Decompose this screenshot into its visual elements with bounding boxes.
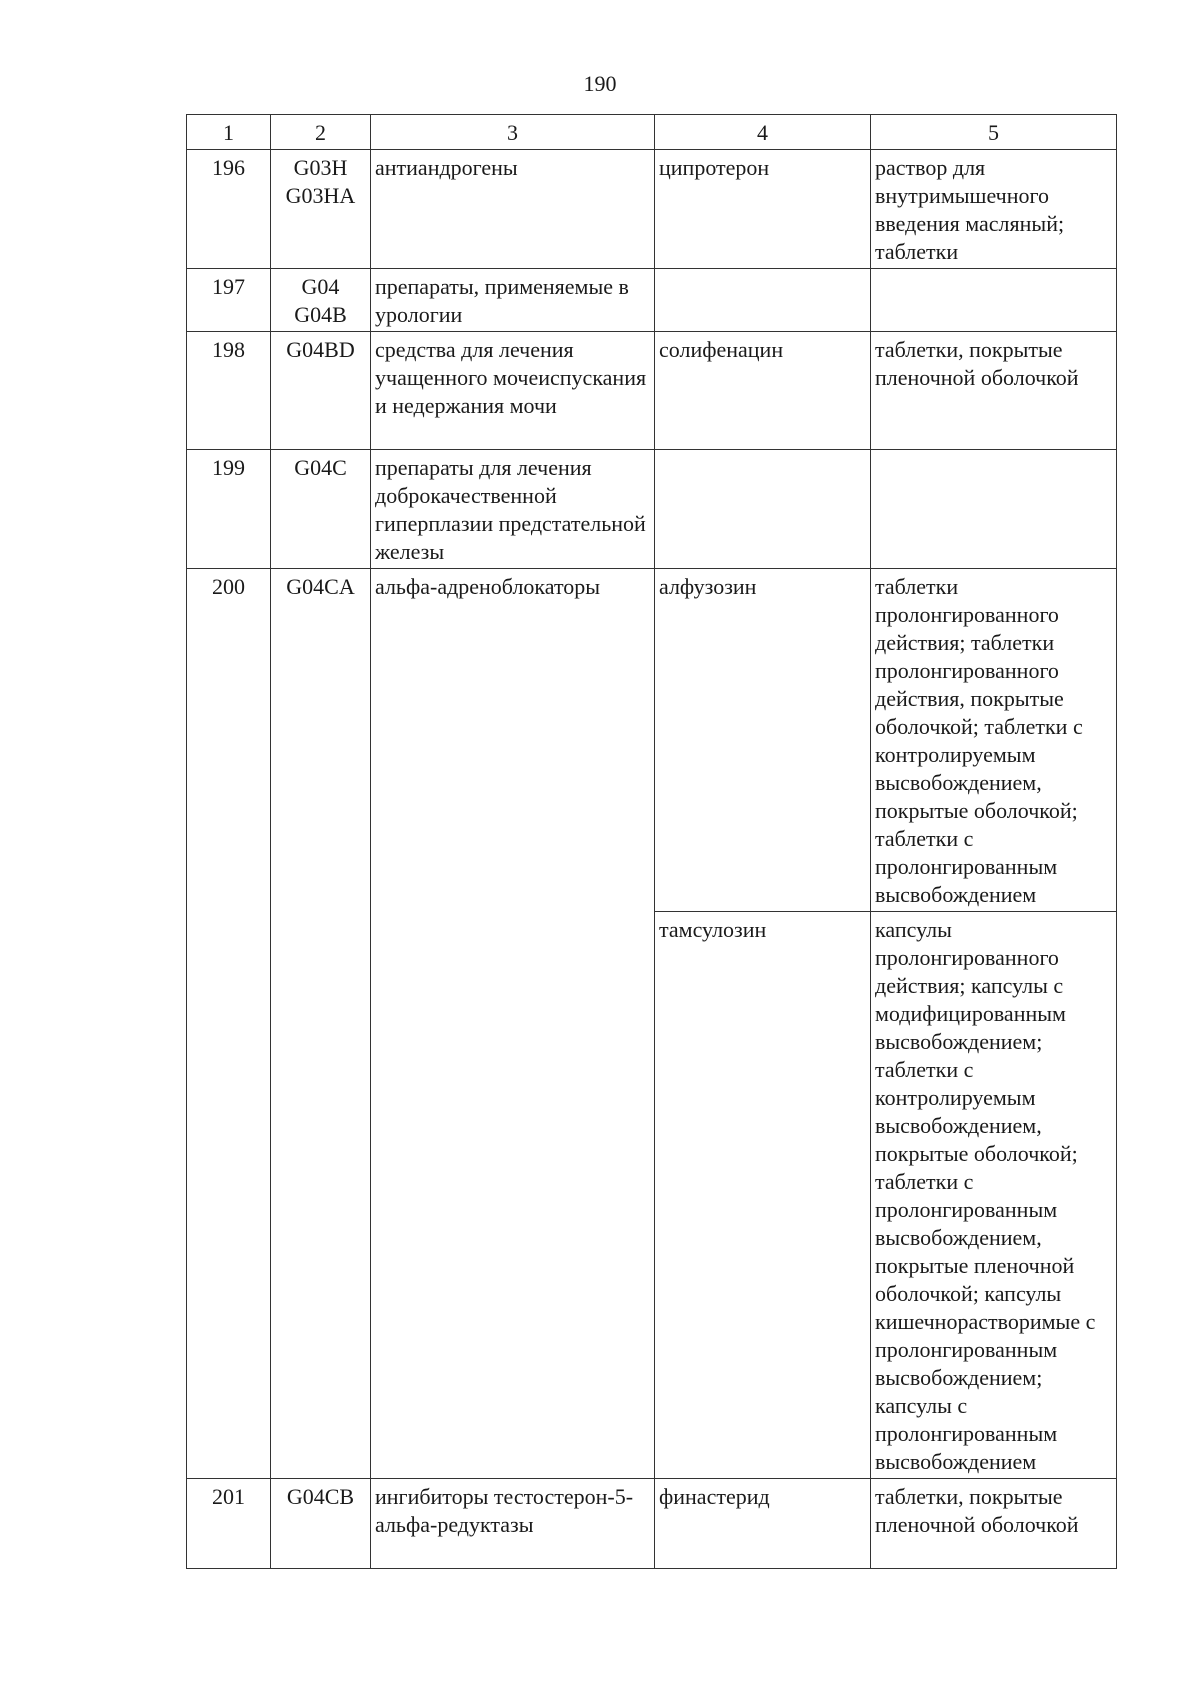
header-cell-4: 4 [655,115,871,150]
atc-code [271,269,371,332]
page-number: 190 [583,71,617,96]
drug-name: ципротерон [655,150,871,269]
header-cell-2: 2 [271,115,371,150]
atc-code-line: G04CB [286,1484,355,1509]
atc-code-line: G04 [301,274,340,299]
drug-name: алфузозин [655,569,871,912]
table-row [187,569,1117,912]
dosage-form [871,450,1117,569]
header-cell-1: 1 [187,115,271,150]
atc-code-line: G04CA [286,574,355,599]
drug-group: альфа-адреноблокаторы [371,569,655,1479]
atc-code [271,332,371,450]
atc-code [271,450,371,569]
table-row [187,150,1117,269]
row-number: 199 [187,450,271,569]
table-row [187,450,1117,569]
atc-code [271,150,371,269]
atc-code [271,1479,371,1569]
atc-code-line: G04C [294,455,347,480]
atc-code-line: G03H [293,155,348,180]
table-row [187,332,1117,450]
drug-name [655,269,871,332]
drug-group: средства для лечения учащенного мочеиспускания и недержания мочи [371,332,655,450]
dosage-form: капсулы пролонгированного действия; капсулы с модифицированным высвобождением; таблетки с контролируемым высвобождением, покрытые оболочкой; таблетки с пролонгированным высвобождением, покрытые пленочной оболочкой; капсулы кишечнорастворимые с пролонгированным высвобождением; капсулы с пролонгированным высвобождением [871,912,1117,1479]
dosage-form: раствор для внутримышечного введения масляный; таблетки [871,150,1117,269]
dosage-form [871,269,1117,332]
table-row [187,1479,1117,1569]
drug-group: антиандрогены [371,150,655,269]
drug-name: финастерид [655,1479,871,1569]
row-number: 201 [187,1479,271,1569]
row-number: 197 [187,269,271,332]
drug-group: препараты, применяемые в урологии [371,269,655,332]
atc-code [271,569,371,1479]
drug-name: солифенацин [655,332,871,450]
drug-group: препараты для лечения доброкачественной гиперплазии предстательной железы [371,450,655,569]
row-number: 198 [187,332,271,450]
dosage-form: таблетки, покрытые пленочной оболочкой [871,1479,1117,1569]
header-cell-5: 5 [871,115,1117,150]
atc-code-line: G03HA [285,183,356,208]
atc-code-line: G04B [294,302,347,327]
drug-name [655,450,871,569]
table-row [187,269,1117,332]
row-number: 200 [187,569,271,1479]
atc-code-line: G04BD [286,337,355,362]
drug-table [186,114,1117,1569]
dosage-form: таблетки пролонгированного действия; таблетки пролонгированного действия, покрытые оболочкой; таблетки с контролируемым высвобождением, покрытые оболочкой; таблетки с пролонгированным высвобождением [871,569,1117,912]
dosage-form: таблетки, покрытые пленочной оболочкой [871,332,1117,450]
drug-group: ингибиторы тестостерон-5-альфа-редуктазы [371,1479,655,1569]
table-header-row [187,115,1117,150]
row-number: 196 [187,150,271,269]
header-cell-3: 3 [371,115,655,150]
drug-name: тамсулозин [655,912,871,1479]
